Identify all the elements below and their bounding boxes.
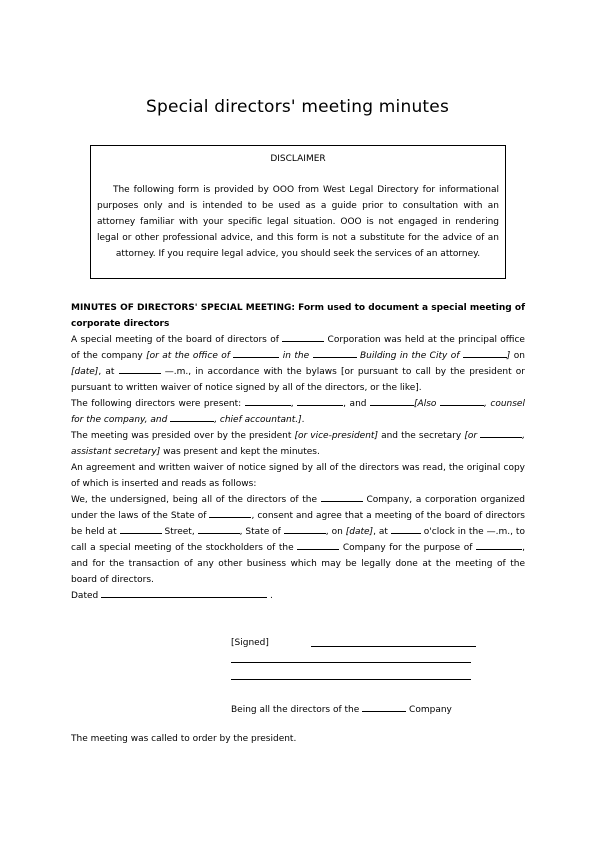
- state-blank[interactable]: [209, 508, 251, 518]
- corporation-name-blank[interactable]: [282, 332, 324, 342]
- signed-label: [Signed]: [231, 638, 269, 648]
- dated-line: Dated .: [71, 588, 525, 604]
- signature-line-1[interactable]: [311, 646, 476, 647]
- assistant-secretary-blank[interactable]: [480, 428, 522, 438]
- hour-blank[interactable]: [391, 524, 421, 534]
- minutes-body: [71, 300, 525, 604]
- paragraph-waiver: An agreement and written waiver of notice signed by all of the directors was read, the original copy of which is inserted and reads as follows:: [71, 463, 525, 489]
- document-title: Special directors' meeting minutes: [145, 97, 450, 117]
- being-all-directors: Being all the directors of the Company: [231, 702, 452, 715]
- paragraph-meeting-held: A special meeting of the board of directors of Corporation was held at the principal office of the company [or at the office of in the Building in the City of ] on [date], at —.m., in accordance with the bylaws [or pursuant to call by the president or pursuant to written waiver of notice signed by all of the directors, or the like].: [71, 332, 525, 396]
- disclaimer-text: The following form is provided by OOO from West Legal Directory for informational purposes only and is intended to be used as a guide prior to consultation with an attorney familiar with your specific legal situation. OOO is not engaged in rendering legal or other professional advice, and this form is not a substitute for the advice of an attorney. If you require legal advice, you should seek the services of an attorney.: [97, 185, 499, 259]
- director-1-blank[interactable]: [245, 396, 291, 406]
- office-blank[interactable]: [233, 348, 279, 358]
- signature-line-3[interactable]: [231, 679, 471, 680]
- accountant-blank[interactable]: [170, 412, 214, 422]
- street-blank[interactable]: [120, 524, 162, 534]
- signature-line-2[interactable]: [231, 662, 471, 663]
- counsel-blank[interactable]: [440, 396, 484, 406]
- city-state-blank[interactable]: [198, 524, 240, 534]
- disclaimer-heading: DISCLAIMER: [270, 154, 326, 164]
- paragraph-consent: We, the undersigned, being all of the directors of the Company, a corporation organized under the laws of the State of , consent and agree that a meeting of the board of directors be held at Street, , State of , on [date], at o'clock in the —.m., to call a special meeting of the stockholders of the Company for the purpose of , and for the transaction of any other business which may be legally done at the meeting of the board of directors.: [71, 492, 525, 588]
- closing-statement: The meeting was called to order by the president.: [71, 734, 297, 744]
- city-blank[interactable]: [463, 348, 507, 358]
- minutes-heading: MINUTES OF DIRECTORS' SPECIAL MEETING: Form used to document a special meeting of corporate directors: [71, 303, 525, 329]
- director-3-blank[interactable]: [370, 396, 414, 406]
- purpose-blank[interactable]: [476, 540, 522, 550]
- building-blank[interactable]: [313, 348, 357, 358]
- state-of-blank[interactable]: [284, 524, 326, 534]
- paragraph-directors-present: The following directors were present: , , and [Also , counsel for the company, and , chief accountant.].: [71, 396, 525, 428]
- time-blank[interactable]: [119, 364, 161, 374]
- director-2-blank[interactable]: [297, 396, 343, 406]
- paragraph-presided: The meeting was presided over by the president [or vice-president] and the secretary [or , assistant secretary] was present and kept the minutes.: [71, 428, 525, 460]
- stockholders-company-blank[interactable]: [297, 540, 339, 550]
- date-blank[interactable]: [101, 588, 267, 598]
- directors-company-blank[interactable]: [362, 702, 406, 712]
- disclaimer-box: [90, 145, 506, 279]
- company-name-blank[interactable]: [321, 492, 363, 502]
